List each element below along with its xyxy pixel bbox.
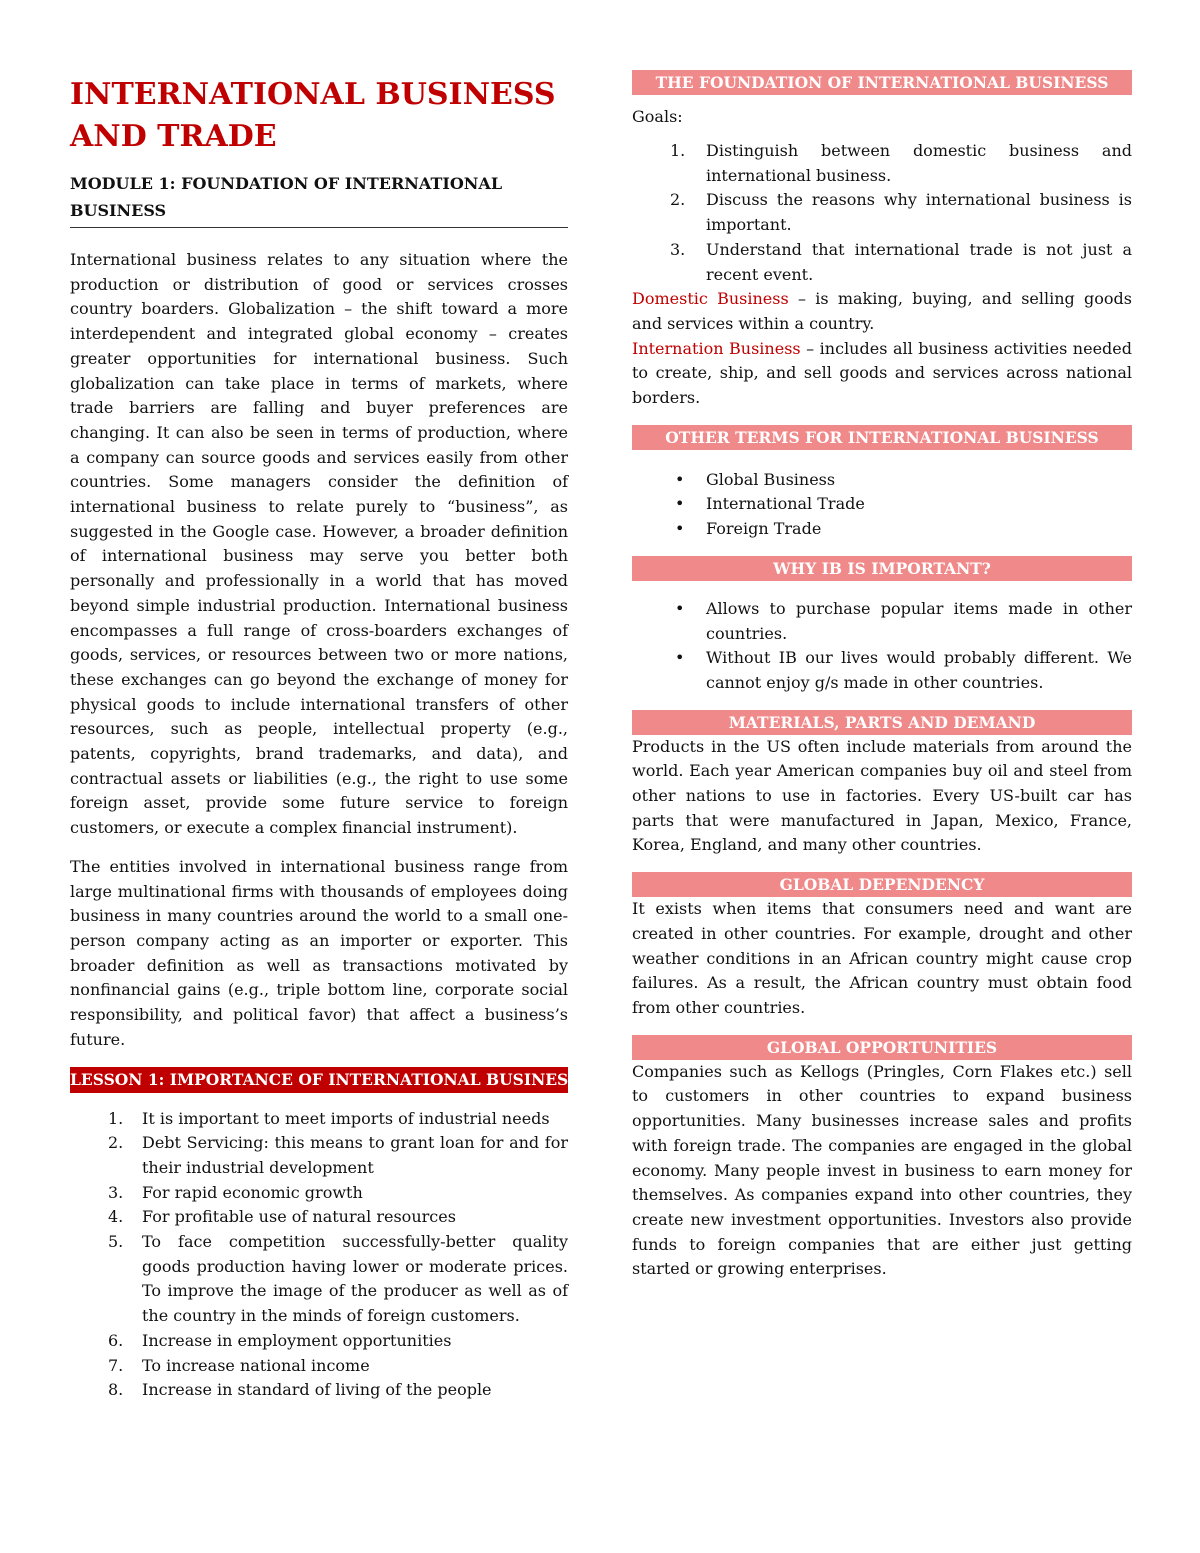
domestic-business-term: Domestic Business: [632, 289, 789, 309]
list-item: 3. Understand that international trade is not just a recent event.: [670, 239, 1132, 284]
title-line-1: INTERNATIONAL BUSINESS: [70, 77, 556, 112]
list-item: 2. Debt Servicing: this means to grant loan for and for their industrial development: [108, 1133, 568, 1177]
global-dependency-paragraph: It exists when items that consumers need and want are created in other countries. For example, drought and other weather conditions in an African country might cause crop failures. As a result, the African country must obtain food from other countries.: [632, 899, 1132, 1017]
list-item: 1. It is important to meet imports of industrial needs: [108, 1108, 550, 1128]
bullet-icon: •: [675, 494, 685, 514]
list-item: 3. For rapid economic growth: [108, 1182, 363, 1202]
global-dependency-heading: GLOBAL DEPENDENCY: [632, 872, 1132, 897]
list-item: • Global Business: [632, 468, 1132, 493]
list-item: 5. To face competition successfully-better quality goods production having lower or moderate prices. To improve the image of the producer as well as of the country in the minds of foreign customers.: [108, 1232, 568, 1326]
materials-paragraph: Products in the US often include materials from around the world. Each year American companies buy oil and steel from other nations to use in factories. Every US-built car has parts that were manufactured in Japan, Mexico, France, Korea, England, and many other countries.: [632, 736, 1132, 855]
goals-list: [632, 139, 1132, 287]
list-item: • Foreign Trade: [632, 517, 1132, 542]
list-item: 4. For profitable use of natural resources: [108, 1207, 456, 1227]
lesson-1-list: [70, 1107, 568, 1403]
intro-paragraph-2: The entities involved in international business range from large multinational firms with thousands of employees doing business in many countries around the world to a small one-person company acting as an importer or exporter. This broader definition as well as transactions motivated by nonfinancial gains (e.g., triple bottom line, corporate social responsibility, and political favor) that affect a business’s future.: [70, 856, 568, 1049]
list-item: 1. Distinguish between domestic business and international business.: [670, 141, 1132, 185]
module-subtitle: MODULE 1: FOUNDATION OF INTERNATIONAL BUSINESS: [70, 170, 568, 228]
why-ib-list: [632, 597, 1132, 696]
bullet-icon: •: [675, 469, 685, 489]
other-terms-list: [632, 468, 1132, 542]
other-terms-heading: OTHER TERMS FOR INTERNATIONAL BUSINESS: [632, 425, 1132, 450]
list-item: • Allows to purchase popular items made in other countries.: [675, 598, 1132, 643]
intro-paragraph-1: International business relates to any situation where the production or distribution of good or services crosses country boarders. Globalization – the shift toward a more interdependent and integrated global economy – creates greater opportunities for international business. Such globalization can take place in terms of markets, where trade barriers are falling and buyer preferences are changing. It can also be seen in terms of production, where a company can source goods and services easily from other countries. Some managers consider the definition of international business to relate purely to “business”, as suggested in the Google case. However, a broader definition of international business may serve you better both personally and professionally in a world that has moved beyond simple industrial production. International business encompasses a full range of cross-boarders exchanges of goods, services, or resources between two or more nations, these exchanges can go beyond the exchange of money for physical goods to include international transfers of other resources, such as people, intellectual property (e.g., patents, copyrights, brand trademarks, and data), and contractual assets or liabilities (e.g., the right to use some foreign asset, provide some future service to foreign customers, or execute a complex financial instrument).: [70, 250, 568, 838]
right-column: [632, 70, 1132, 1282]
international-business-term: Internation Business: [632, 338, 801, 358]
list-item: 2. Discuss the reasons why international business is important.: [670, 190, 1132, 235]
lesson-1-heading: LESSON 1: IMPORTANCE OF INTERNATIONAL BUSINESS: [70, 1067, 568, 1093]
bullet-icon: •: [675, 598, 685, 618]
global-opportunities-paragraph: Companies such as Kellogs (Pringles, Corn Flakes etc.) sell to customers in other countries to expand business opportunities. Many businesses increase sales and profits with foreign trade. The companies are engaged in the global economy. Many people invest in business to earn money for themselves. As companies expand into other countries, they create new investment opportunities. Investors also provide funds to foreign companies that are either just getting started or growing enterprises.: [632, 1061, 1132, 1279]
list-item: • International Trade: [632, 492, 1132, 517]
global-opportunities-heading: GLOBAL OPPORTUNITIES: [632, 1035, 1132, 1060]
why-ib-heading: WHY IB IS IMPORTANT?: [632, 556, 1132, 581]
domestic-business-definition: Domestic Business – is making, buying, and selling goods and services within a country.: [632, 289, 1133, 333]
goals-label: Goals:: [632, 107, 683, 126]
list-item: 8. Increase in standard of living of the people: [108, 1380, 492, 1400]
list-item: • Without IB our lives would probably different. We cannot enjoy g/s made in other countries.: [675, 648, 1132, 692]
materials-heading: MATERIALS, PARTS AND DEMAND: [632, 710, 1132, 735]
list-item: 6. Increase in employment opportunities: [108, 1330, 452, 1350]
bullet-icon: •: [675, 519, 685, 539]
foundation-heading: THE FOUNDATION OF INTERNATIONAL BUSINESS: [632, 70, 1132, 95]
left-column: [70, 70, 580, 1403]
international-business-definition: Internation Business – includes all business activities needed to create, ship, and sell goods and services across national borders.: [632, 338, 1133, 408]
list-item: 7. To increase national income: [108, 1355, 370, 1375]
title-line-2: AND TRADE: [70, 119, 277, 154]
document-title: [70, 74, 568, 158]
bullet-icon: •: [675, 648, 685, 668]
